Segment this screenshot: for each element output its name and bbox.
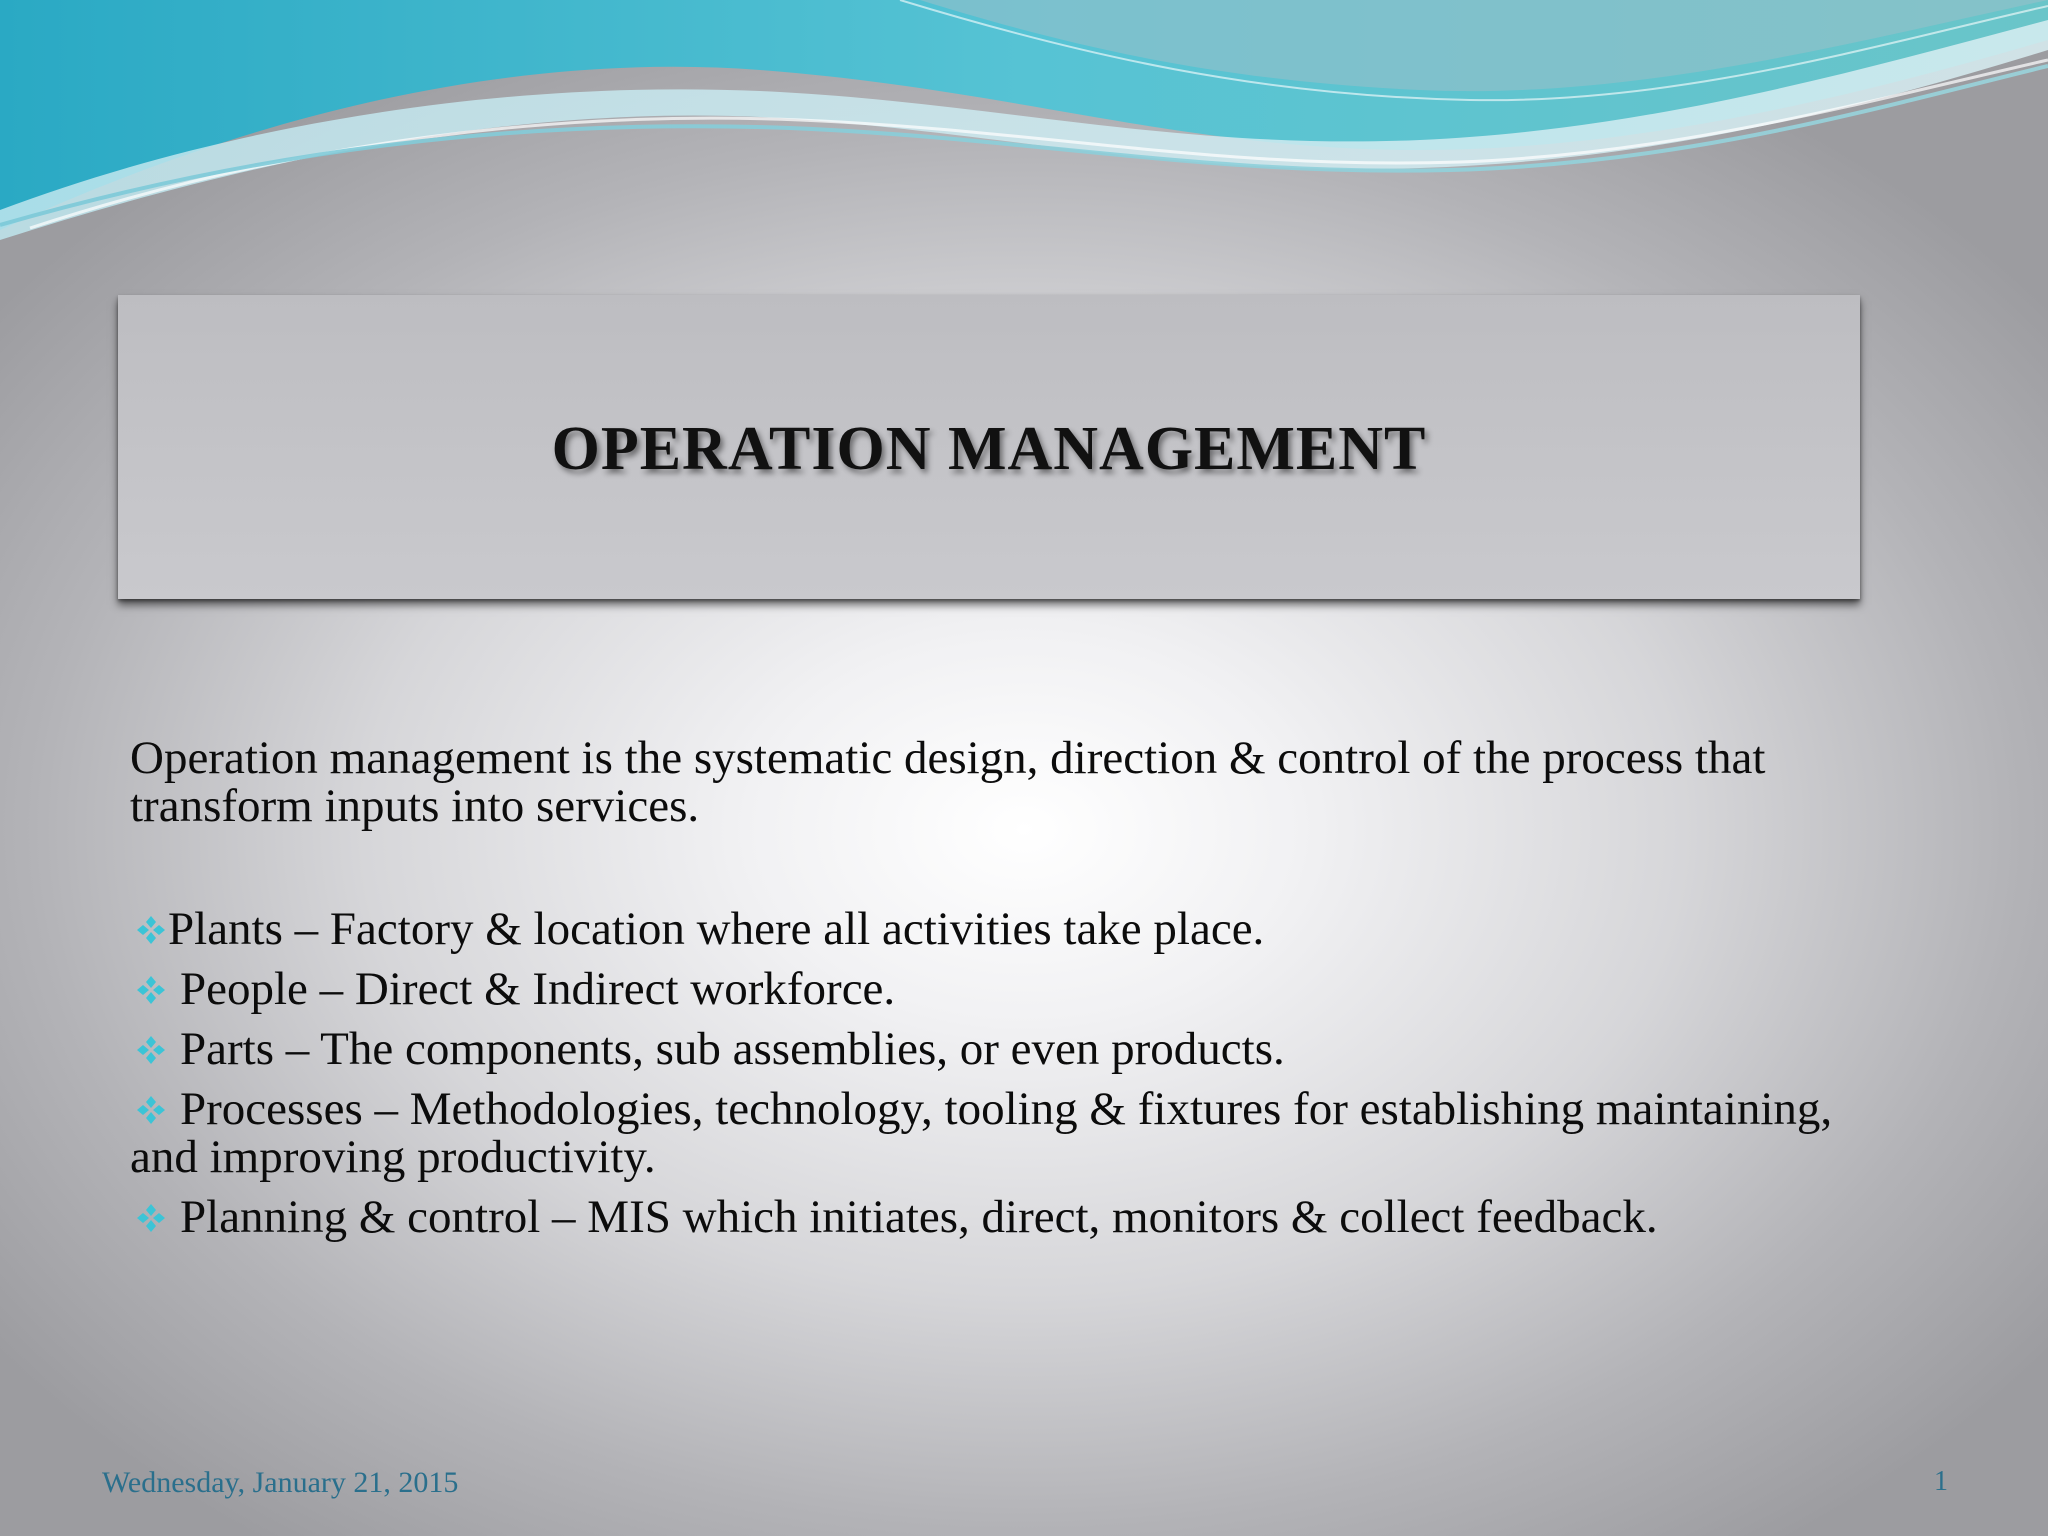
- four-diamond-bullet-icon: [134, 973, 168, 1007]
- slide-body: [130, 734, 1870, 1253]
- four-diamond-bullet-icon: [134, 913, 168, 947]
- bullet-item-plants: [130, 905, 1870, 953]
- footer-date: Wednesday, January 21, 2015: [102, 1466, 459, 1499]
- bullet-label: Processes – Methodologies, technology, tooling & fixtures for establishing maintaining, and improving productivity.: [130, 1083, 1833, 1183]
- bullet-item-planning-control: [130, 1193, 1870, 1241]
- bullet-label: Planning & control – MIS which initiates, direct, monitors & collect feedback.: [180, 1191, 1658, 1243]
- intro-paragraph: Operation management is the systematic design, direction & control of the process that transform inputs into services.: [130, 732, 1766, 832]
- bullet-label: Parts – The components, sub assemblies, or even products.: [180, 1023, 1285, 1075]
- bullet-item-people: [130, 965, 1870, 1013]
- bullet-item-processes: [130, 1085, 1870, 1181]
- title-box: [118, 295, 1860, 599]
- slide-title: OPERATION MANAGEMENT: [551, 414, 1427, 483]
- bullet-label: People – Direct & Indirect workforce.: [180, 963, 896, 1015]
- bullet-label: Plants – Factory & location where all activities take place.: [168, 903, 1265, 955]
- four-diamond-bullet-icon: [134, 1033, 168, 1067]
- header-wave-decoration: [0, 0, 2048, 240]
- bullet-item-parts: [130, 1025, 1870, 1073]
- page-number: 1: [1934, 1466, 1948, 1497]
- four-diamond-bullet-icon: [134, 1201, 168, 1235]
- four-diamond-bullet-icon: [134, 1093, 168, 1127]
